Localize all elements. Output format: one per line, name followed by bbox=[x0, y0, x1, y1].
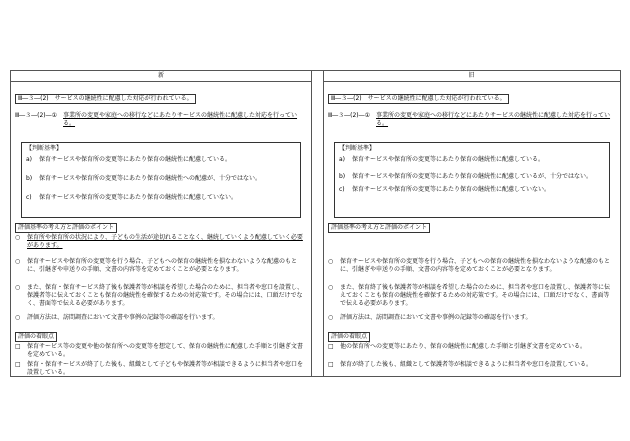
focus-item: 他の保育所への変更等にあたり、保育の継続性に配慮した手順と引継ぎ文書を定めている。 bbox=[340, 343, 587, 350]
approach-item: 保育サービスや保育所の変更等を行う場合、子どもへの保育の継続性を損なわないような配慮のもとに、引継ぎや申送りの手順、文書の内容等を定めておくことが必要となります。 bbox=[27, 258, 298, 274]
criteria-key: c) bbox=[339, 186, 345, 194]
approach-title: 評価基準の考え方と評価のポイント bbox=[15, 223, 117, 233]
approach-item: 保育所や保育所の状況により、子どもの生活が途切れることなく、継続していくよう配慮していく必要があります。 bbox=[27, 234, 303, 250]
comparison-table bbox=[10, 70, 621, 377]
criteria-key: b) bbox=[26, 175, 33, 183]
criteria-box bbox=[334, 142, 610, 218]
section-title: Ⅲ―３―(2) サービスの継続性に配慮した対応が行われている。 bbox=[15, 94, 196, 104]
approach-item: また、保育・保育サービス終了後も保護者等が相談を希望した場合のために、担当者や窓口を設置し、保護者等に伝えておくことも保育の継続性を確保するための対応策です。その場合には、口頭だけでなく、書面等で伝える必要があります。 bbox=[27, 284, 304, 308]
header-new: 新 bbox=[11, 71, 311, 82]
criteria-box bbox=[21, 142, 301, 218]
approach-item: 保育サービスや保育所の変更等を行う場合、子どもへの保育の継続性を損なわないような配慮のもとに、引継ぎや申送りの手順、文書の内容等を定めておくことが必要となります。 bbox=[340, 258, 611, 274]
section-title: Ⅲ―３―(2) サービスの継続性に配慮した対応が行われている。 bbox=[328, 94, 509, 104]
criteria-key: a) bbox=[339, 156, 346, 164]
criteria-text: 保育サービスや保育所の変更等にあたり保育の継続性に配慮している。 bbox=[39, 156, 232, 164]
criteria-text: 保育サービスや保育所の変更等にあたり保育の継続性に配慮しているが、十分ではない。 bbox=[352, 173, 593, 181]
column-divider bbox=[311, 71, 312, 376]
item-number: Ⅲ―３―(2)―① bbox=[328, 112, 371, 119]
approach-item: また、保育終了後も保護者等が相談を希望した場合のために、担当者や窓口を設置し、保護者等に伝えておくことも保育の継続性を確保するための対応策です。その場合には、口頭だけでなく、書面等で伝える必要があります。 bbox=[340, 284, 611, 308]
approach-item: 評価方法は、訪問調査において文書や事例の記録等の確認を行います。 bbox=[27, 314, 219, 321]
item-number: Ⅲ―３―(2)―① bbox=[15, 112, 58, 119]
criteria-key: b) bbox=[339, 173, 346, 181]
criteria-text: 保育サービスや保育所の変更等にあたり保育の継続性に配慮していない。 bbox=[39, 194, 238, 202]
approach-item: 評価方法は、訪問調査において文書や事例の記録等の確認を行います。 bbox=[340, 314, 532, 321]
item-text: 事業所の変更や家庭への移行などにあたりサービスの継続性に配慮した対応を行っている。 bbox=[376, 112, 611, 128]
criteria-text: 保育サービスや保育所の変更等にあたり保育の継続性に配慮していない。 bbox=[352, 186, 551, 194]
column-new: Ⅲ―３―(2) サービスの継続性に配慮した対応が行われている。 Ⅲ―３―(2)―① 事業所の変更や家庭への移行などにあたりサービスの継続性に配慮した対応を行っている。 【判断基準】 a) 保育サービスや保育所の変更等にあたり保育の継続性に配慮している。 b) 保育サービスや保育所の変更等にあたり保育の継続性への配慮が、十分ではない。 c) 保育サービスや保育所の変更等にあたり保育の継続性に配慮していない。 評価基準の考え方と評価のポイント ○ 保育所や保育所の状況により、子どもの生活が途切れることなく、継続していくよう配慮していく必要があります。 ○ 保育サービスや保育所の変更等を行う場合、子どもへの保育の継続性を損なわないような配慮のもとに、引継ぎや申送りの手順、文書の内容等を定めておくことが必要となります。 ○ また、保育・保育サービス終了後も保護者等が相談を希望した場合のために、担当者や窓口を設置し、保護者等に伝えておくことも保育の継続性を確保するための対応策です。その場合には、口頭だけでなく、書面等で伝える必要があります。 ○ 評価方法は、訪問調査において文書や事例の記録等の確認を行います。 評価の着眼点 □ 保育サービス等の変更や他の保育所への変更等を想定して、保育の継続性に配慮した手順と引継ぎ文書を定めている。 □ 保育・保育サービスが終了した後も、組織として子どもや保護者等が相談できるように担当者や窓口を設置している。 bbox=[15, 95, 304, 377]
criteria-title: 【判断基準】 bbox=[339, 145, 376, 152]
criteria-title: 【判断基準】 bbox=[26, 145, 63, 152]
item-text: 事業所の変更や家庭への移行などにあたりサービスの継続性に配慮した対応を行っている。 bbox=[63, 112, 298, 128]
focus-title: 評価の着眼点 bbox=[15, 332, 57, 342]
criteria-key: c) bbox=[26, 194, 32, 202]
approach-title: 評価基準の考え方と評価のポイント bbox=[328, 223, 430, 233]
focus-item: 保育・保育サービスが終了した後も、組織として子どもや保護者等が相談できるように担当者や窓口を設置している。 bbox=[27, 361, 304, 377]
focus-item: 保育が終了した後も、組織として保護者等が相談できるように担当者や窓口を設置している。 bbox=[340, 361, 593, 368]
focus-title: 評価の着眼点 bbox=[328, 332, 370, 342]
criteria-text: 保育サービスや保育所の変更等にあたり保育の継続性に配慮している。 bbox=[352, 156, 545, 164]
column-old: Ⅲ―３―(2) サービスの継続性に配慮した対応が行われている。 Ⅲ―３―(2)―① 事業所の変更や家庭への移行などにあたりサービスの継続性に配慮した対応を行っている。 【判断基準】 a) 保育サービスや保育所の変更等にあたり保育の継続性に配慮している。 b) 保育サービスや保育所の変更等にあたり保育の継続性に配慮しているが、十分ではない。 c) 保育サービスや保育所の変更等にあたり保育の継続性に配慮していない。 評価基準の考え方と評価のポイント ○ 保育サービスや保育所の変更等を行う場合、子どもへの保育の継続性を損なわないような配慮のもとに、引継ぎや申送りの手順、文書の内容等を定めておくことが必要となります。 ○ また、保育終了後も保護者等が相談を希望した場合のために、担当者や窓口を設置し、保護者等に伝えておくことも保育の継続性を確保するための対応策です。その場合には、口頭だけでなく、書面等で伝える必要があります。 ○ 評価方法は、訪問調査において文書や事例の記録等の確認を行います。 評価の着眼点 □ 他の保育所への変更等にあたり、保育の継続性に配慮した手順と引継ぎ文書を定めている。 □ 保育が終了した後も、組織として保護者等が相談できるように担当者や窓口を設置している。 bbox=[324, 82, 620, 376]
header-old: 旧 bbox=[323, 71, 620, 82]
focus-item: 保育サービス等の変更や他の保育所への変更等を想定して、保育の継続性に配慮した手順と引継ぎ文書を定めている。 bbox=[27, 343, 303, 359]
criteria-text: 保育サービスや保育所の変更等にあたり保育の継続性への配慮が、十分ではない。 bbox=[39, 175, 262, 183]
criteria-key: a) bbox=[26, 156, 33, 164]
